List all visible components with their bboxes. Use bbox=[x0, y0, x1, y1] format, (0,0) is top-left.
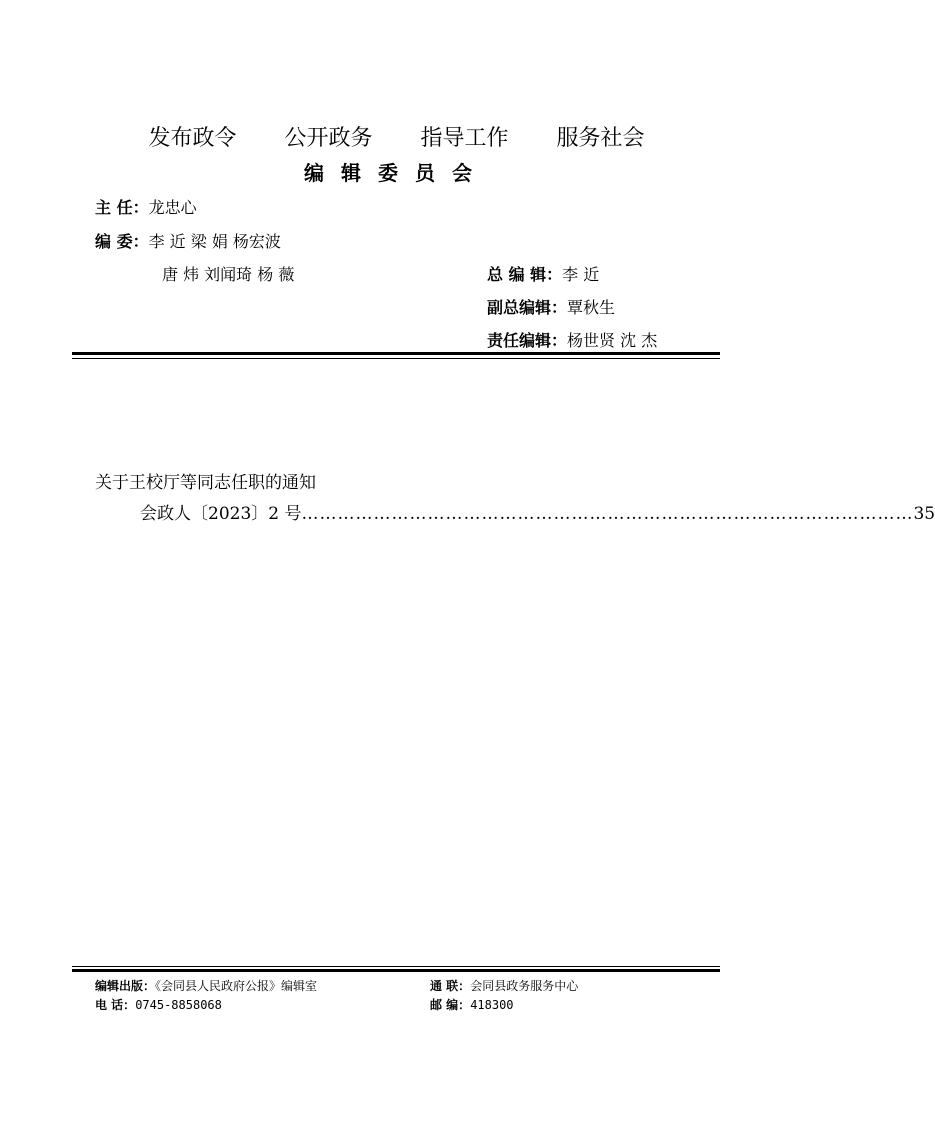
members-row-2 bbox=[162, 262, 294, 285]
members-line-2: 唐 炜 刘闻琦 杨 薇 bbox=[162, 265, 295, 284]
slogan-row bbox=[0, 121, 793, 152]
postcode-label: 邮 编： bbox=[430, 998, 471, 1012]
slogan-3: 指导工作 bbox=[420, 126, 509, 151]
postcode-value: 418300 bbox=[470, 998, 514, 1012]
responsible-editor-name: 杨世贤 沈 杰 bbox=[567, 331, 658, 350]
contact-value: 会同县政务服务中心 bbox=[470, 979, 579, 993]
deputy-editor-name: 覃秋生 bbox=[567, 298, 616, 317]
deputy-editor-label: 副总编辑： bbox=[487, 298, 568, 317]
members-label: 编 委： bbox=[95, 232, 149, 251]
contact-label: 通 联： bbox=[430, 979, 471, 993]
toc-doc-number: 会政人〔2023〕2 号 bbox=[140, 504, 302, 524]
toc-leader-dots: ………………………………………………………………………………………… bbox=[301, 504, 914, 524]
director-row bbox=[95, 195, 197, 218]
deputy-editor-row bbox=[487, 295, 615, 318]
footer-rule-thick bbox=[72, 969, 720, 972]
responsible-editor-row bbox=[487, 328, 657, 351]
contact-row bbox=[430, 977, 578, 994]
toc-entry-line[interactable] bbox=[140, 499, 935, 524]
publisher-value: 《会同县人民政府公报》编辑室 bbox=[155, 979, 318, 993]
responsible-editor-label: 责任编辑： bbox=[487, 331, 568, 350]
director-label: 主 任： bbox=[95, 198, 149, 217]
members-line-1: 李 近 梁 娟 杨宏波 bbox=[148, 232, 281, 251]
publisher-label: 编辑出版： bbox=[95, 979, 156, 993]
slogan-1: 发布政令 bbox=[148, 126, 237, 151]
toc-entry-title[interactable]: 关于王校厅等同志任职的通知 bbox=[95, 473, 316, 493]
toc-page-number: 35 bbox=[913, 504, 935, 524]
phone-label: 电 话： bbox=[95, 998, 136, 1012]
slogan-4: 服务社会 bbox=[556, 126, 645, 151]
chief-editor-row bbox=[487, 262, 599, 285]
committee-title: 编辑委员会 bbox=[304, 161, 489, 185]
members-row bbox=[95, 229, 281, 252]
chief-editor-label: 总 编 辑： bbox=[487, 265, 563, 284]
header-rule-thin bbox=[72, 358, 720, 359]
phone-row bbox=[95, 996, 222, 1013]
phone-value: 0745-8858068 bbox=[135, 998, 222, 1012]
slogan-2: 公开政务 bbox=[284, 126, 373, 151]
publisher-row bbox=[95, 977, 317, 994]
header-rule-thick bbox=[72, 352, 720, 355]
chief-editor-name: 李 近 bbox=[562, 265, 600, 284]
director-name: 龙忠心 bbox=[148, 198, 197, 217]
footer-rule-thin bbox=[72, 966, 720, 967]
postcode-row bbox=[430, 996, 514, 1013]
